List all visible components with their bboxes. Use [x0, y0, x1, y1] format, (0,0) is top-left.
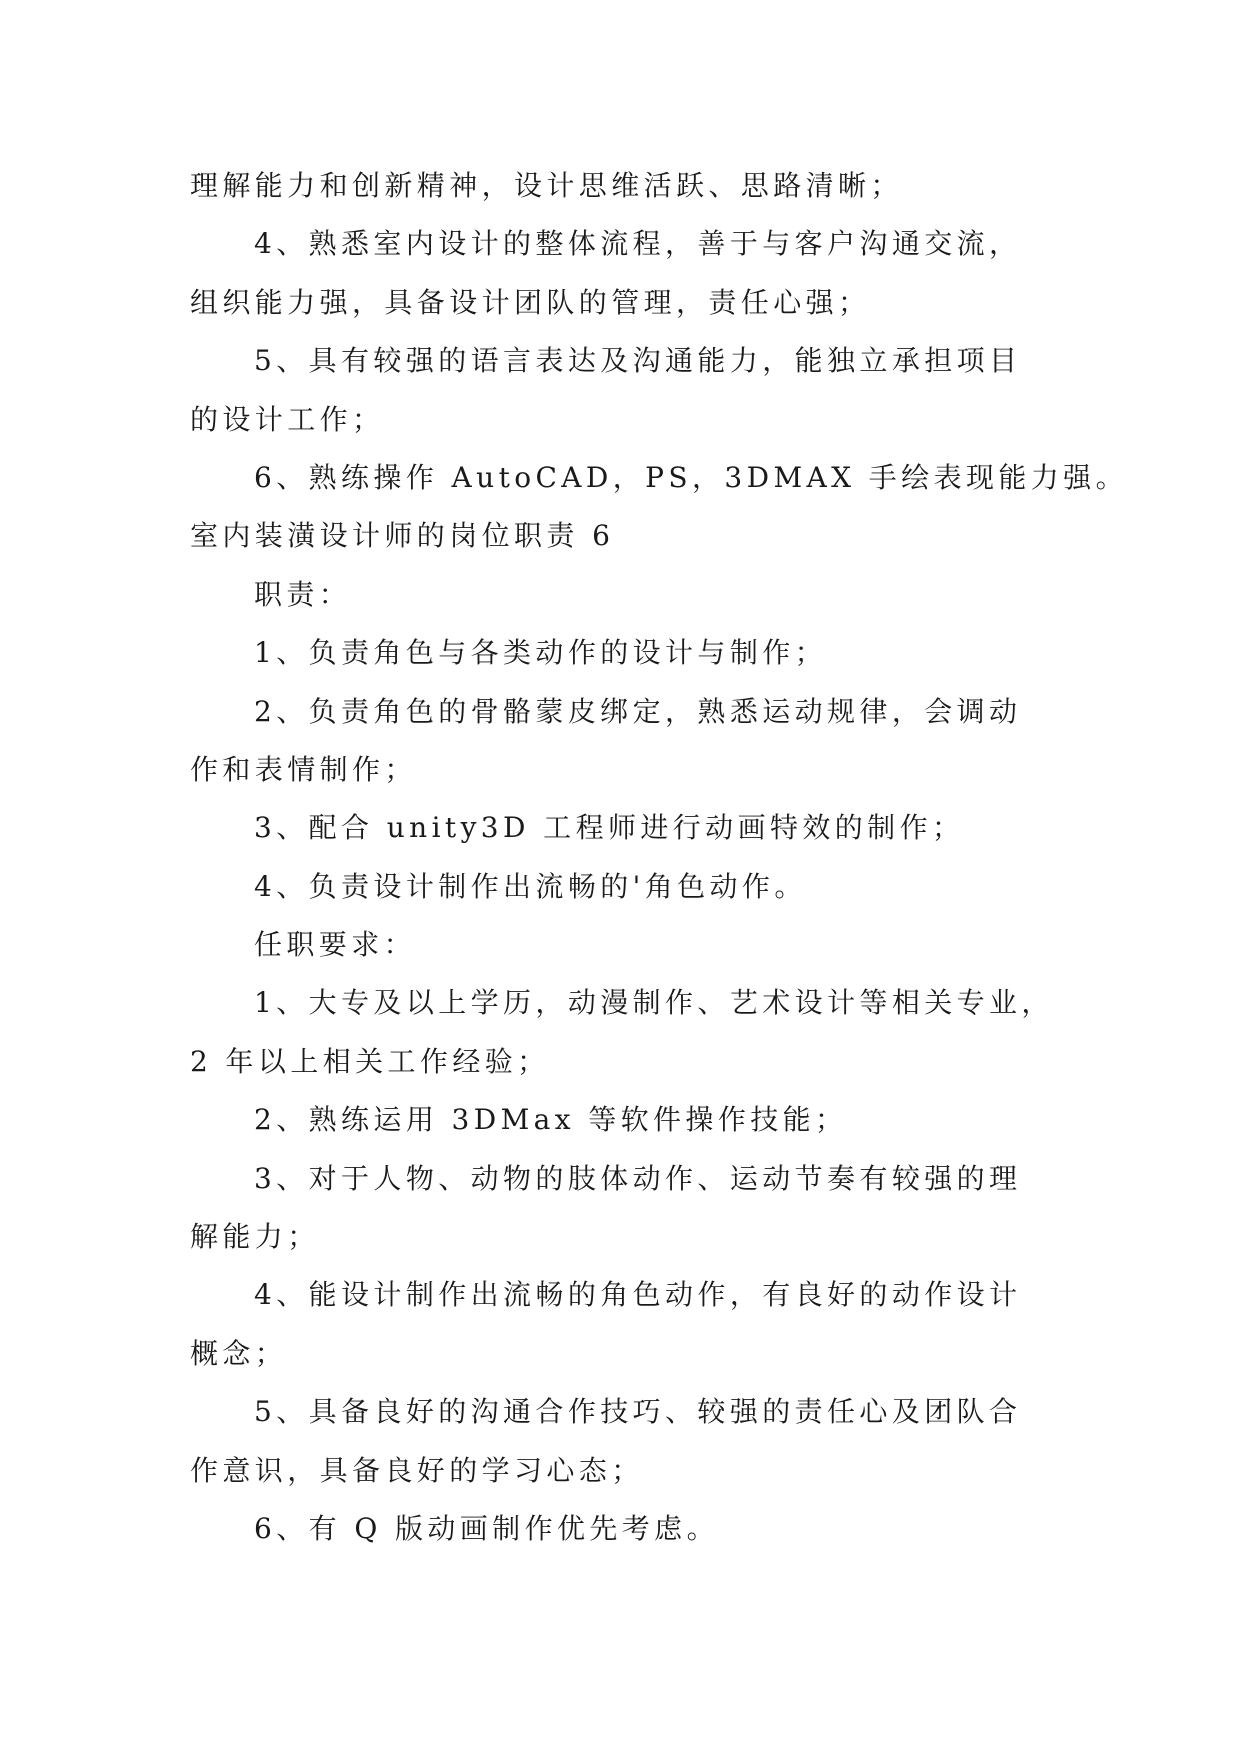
text-line-24: 6、有 Q 版动画制作优先考虑。 — [254, 1511, 719, 1545]
text-line-21: 概念； — [190, 1336, 288, 1370]
text-line-13: 4、负责设计制作出流畅的'角色动作。 — [254, 869, 807, 903]
text-line-23: 作意识，具备良好的学习心态； — [190, 1453, 644, 1487]
text-line-5: 的设计工作； — [190, 402, 385, 436]
subheading-duties: 职责： — [254, 577, 352, 611]
text-line-10: 2、负责角色的骨骼蒙皮绑定，熟悉运动规律，会调动 — [254, 694, 1022, 728]
text-line-12: 3、配合 unity3D 工程师进行动画特效的制作； — [254, 811, 965, 845]
text-line-6: 6、熟练操作 AutoCAD，PS，3DMAX 手绘表现能力强。 — [254, 460, 1128, 494]
text-line-19: 解能力； — [190, 1220, 320, 1254]
text-line-3: 组织能力强，具备设计团队的管理，责任心强； — [190, 285, 871, 319]
text-line-22: 5、具备良好的沟通合作技巧、较强的责任心及团队合 — [254, 1395, 1022, 1429]
text-line-17: 2、熟练运用 3DMax 等软件操作技能； — [254, 1103, 848, 1137]
document-body — [190, 157, 1128, 1558]
text-line-20: 4、能设计制作出流畅的角色动作，有良好的动作设计 — [254, 1278, 1022, 1312]
text-line-11: 作和表情制作； — [190, 752, 417, 786]
text-line-2: 4、熟悉室内设计的整体流程，善于与客户沟通交流， — [254, 227, 1022, 261]
text-line-15: 1、大专及以上学历，动漫制作、艺术设计等相关专业， — [254, 986, 1054, 1020]
subheading-requirements: 任职要求： — [254, 928, 417, 962]
section-heading: 室内装潢设计师的岗位职责 6 — [190, 519, 615, 553]
text-line-18: 3、对于人物、动物的肢体动作、运动节奏有较强的理 — [254, 1161, 1022, 1195]
text-line-1: 理解能力和创新精神，设计思维活跃、思路清晰； — [190, 169, 903, 202]
text-line-4: 5、具有较强的语言表达及沟通能力，能独立承担项目 — [254, 344, 1022, 378]
text-line-9: 1、负责角色与各类动作的设计与制作； — [254, 636, 828, 670]
text-line-16: 2 年以上相关工作经验； — [190, 1044, 550, 1078]
